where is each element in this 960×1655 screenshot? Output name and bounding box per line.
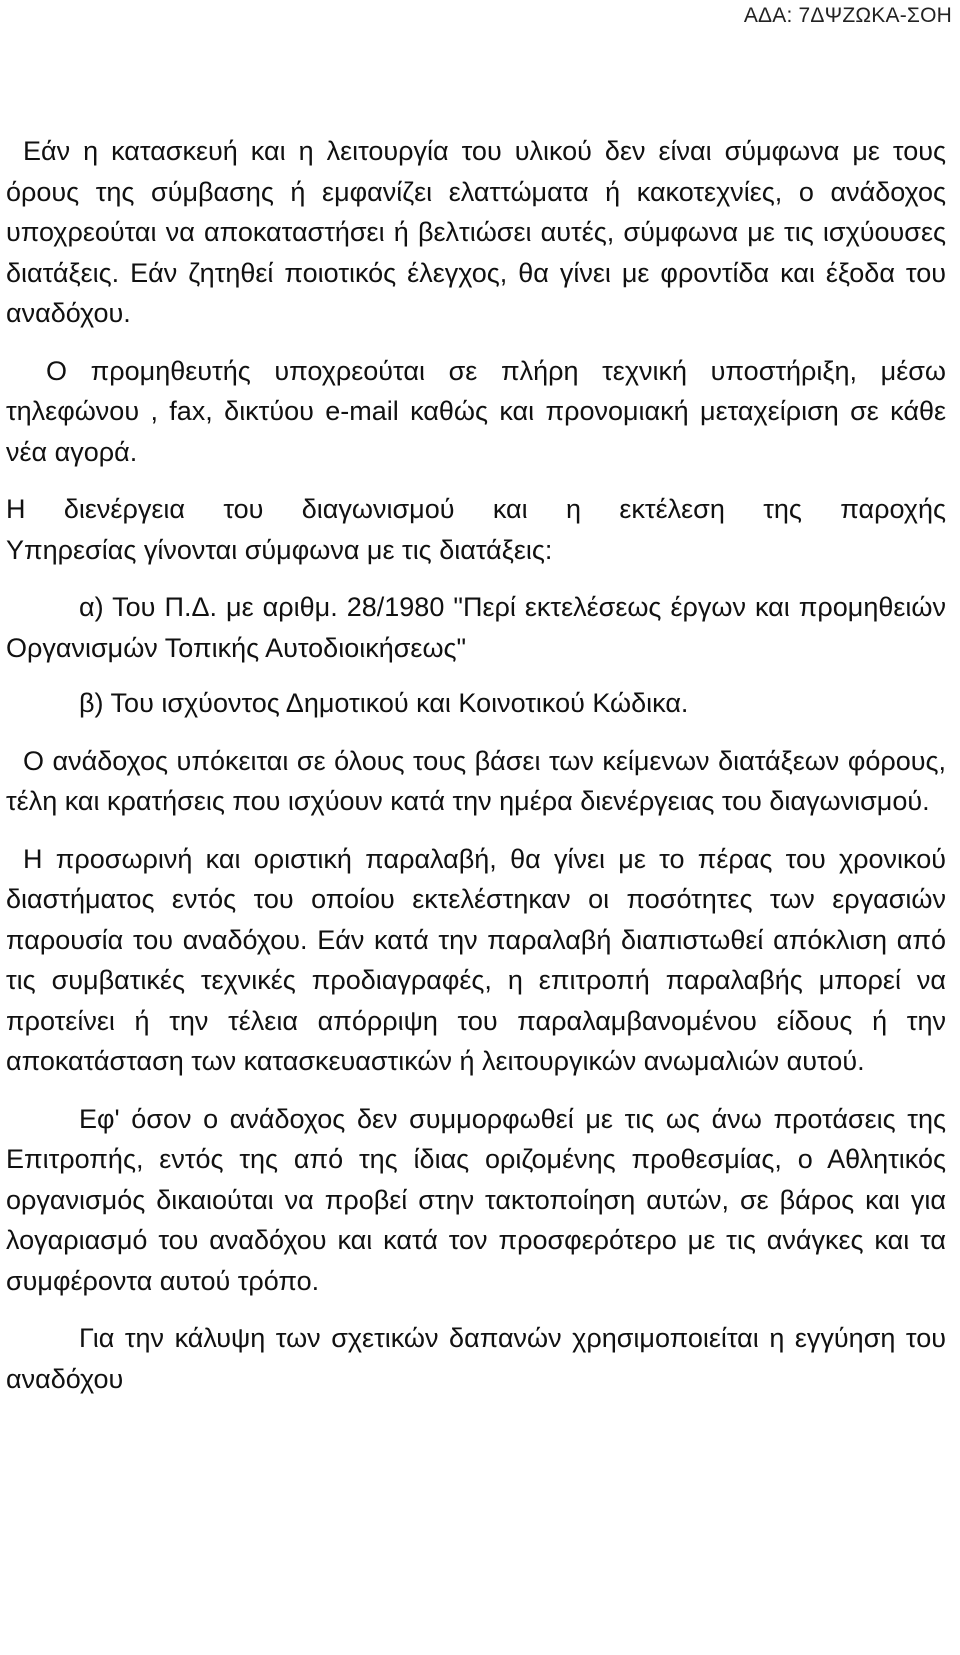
- ada-document-code: ΑΔΑ: 7ΔΨΖΩΚΑ-ΣΟΗ: [743, 4, 952, 27]
- paragraph-technical-support: Ο προμηθευτής υποχρεούται σε πλήρη τεχνική υποστήριξη, μέσω τηλεφώνου , fax, δικτύου e-mail καθώς και προνομιακή μεταχείριση σε κάθε νέα αγορά.: [6, 355, 946, 467]
- paragraph-acceptance: Η προσωρινή και οριστική παραλαβή, θα γίνει με το πέρας του χρονικού διαστήματος εντός του οποίου εκτελέστηκαν οι ποσότητες των εργασιών παρουσία του αναδόχου. Εάν κατά την παραλαβή διαπιστωθεί απόκλιση από τις συμβατικές τεχνικές προδιαγραφές, η επιτροπή παραλαβής μπορεί να προτείνει ή την τέλεια απόρριψη του παραλαμβανομένου είδους ή την αποκατάσταση των κατασκευαστικών ή λειτουργικών ανωμαλιών αυτού.: [6, 843, 946, 1076]
- paragraph-non-compliance: Εφ' όσον ο ανάδοχος δεν συμμορφωθεί με τις ως άνω προτάσεις της Επιτροπής, εντός της από της ίδιας οριζομένης προθεσμίας, ο Αθλητικός οργανισμός δικαιούται να προβεί στην τακτοποίηση αυτών, σε βάρος και για λογαριασμό του αναδόχου και κατά τον προσφερότερο με τις ανάγκες και τα συμφέροντα αυτού τρόπο.: [6, 1103, 946, 1296]
- paragraph-material-defects: Εάν η κατασκευή και η λειτουργία του υλικού δεν είναι σύμφωνα με τους όρους της σύμβασης ή εμφανίζει ελαττώματα ή κακοτεχνίες, ο ανάδοχος υποχρεούται να αποκαταστήσει ή βελτιώσει αυτές, σύμφωνα με τις ισχύουσες διατάξεις. Εάν ζητηθεί ποιοτικός έλεγχος, θα γίνει με φροντίδα και έξοδα του αναδόχου.: [6, 136, 946, 328]
- paragraph-tender-provisions-line2: Υπηρεσίας γίνονται σύμφωνα με τις διατάξεις:: [6, 534, 553, 565]
- paragraph-tender-provisions: [6, 489, 946, 570]
- paragraph-taxes-fees: Ο ανάδοχος υπόκειται σε όλους τους βάσει των κείμενων διατάξεων φόρους, τέλη και κρατήσεις που ισχύουν κατά την ημέρα διενέργειας του διαγωνισμού.: [6, 745, 946, 816]
- paragraph-guarantee: Για την κάλυψη των σχετικών δαπανών χρησιμοποιείται η εγγύηση του αναδόχου: [6, 1323, 946, 1394]
- document-body: [6, 131, 946, 1399]
- list-item-municipal-code: β) Του ισχύοντος Δημοτικού και Κοινοτικού Κώδικα.: [79, 688, 689, 718]
- list-item-presidential-decree: α) Του Π.Δ. με αριθμ. 28/1980 "Περί εκτελέσεως έργων και προμηθειών Οργανισμών Τοπικής Αυτοδιοικήσεως": [6, 592, 946, 663]
- paragraph-tender-provisions-line1: Η διενέργεια του διαγωνισμού και η εκτέλεση της παροχής: [6, 494, 946, 524]
